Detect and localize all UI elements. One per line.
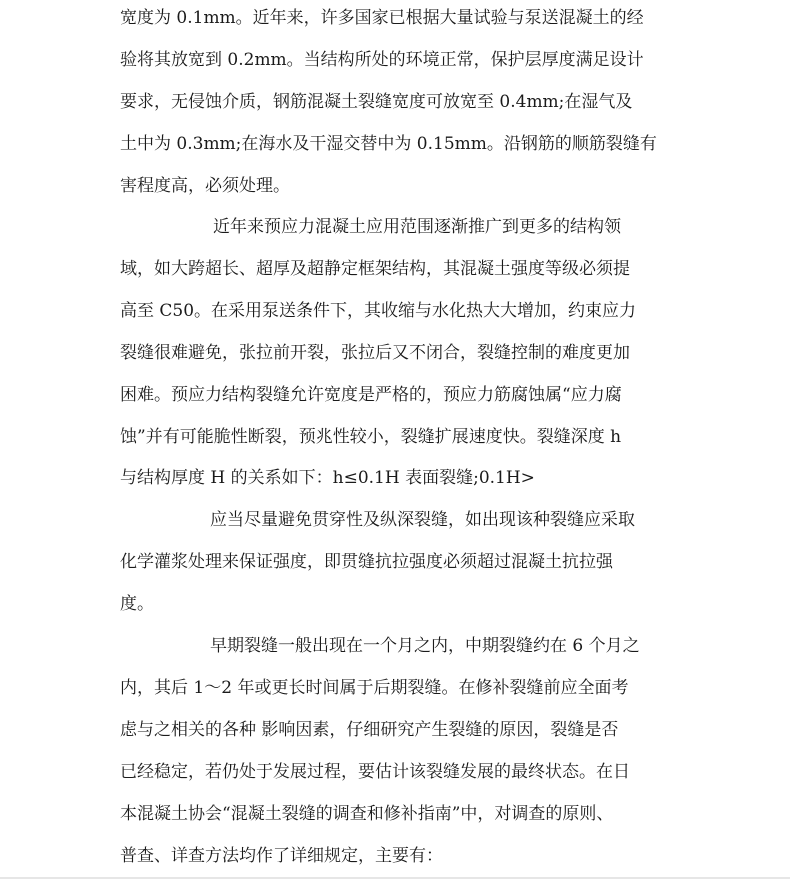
paragraph-3-line-1: 应当尽量避免贯穿性及纵深裂缝，如出现该种裂缝应采取 — [210, 510, 635, 530]
paragraph-4-line-6: 普查、详查方法均作了详细规定，主要有： — [120, 846, 443, 866]
paragraph-2-line-2: 域，如大跨超长、超厚及超静定框架结构，其混凝土强度等级必须提 — [120, 259, 630, 279]
paragraph-2-line-3: 高至 C50。在采用泵送条件下，其收缩与水化热大大增加，约束应力 — [120, 301, 637, 321]
paragraph-1-line-4: 土中为 0.3mm;在海水及干湿交替中为 0.15mm。沿钢筋的顺筋裂缝有 — [120, 134, 657, 154]
paragraph-3-line-2: 化学灌浆处理来保证强度，即贯缝抗拉强度必须超过混凝土抗拉强 — [120, 552, 613, 572]
paragraph-4-line-3: 虑与之相关的各种 影响因素，仔细研究产生裂缝的原因，裂缝是否 — [120, 720, 619, 740]
paragraph-4-line-5: 本混凝土协会“混凝土裂缝的调查和修补指南”中，对调查的原则、 — [120, 804, 614, 824]
paragraph-4-line-1: 早期裂缝一般出现在一个月之内，中期裂缝约在 6 个月之 — [210, 636, 640, 656]
paragraph-1-line-3: 要求，无侵蚀介质，钢筋混凝土裂缝宽度可放宽至 0.4mm;在湿气及 — [120, 92, 633, 112]
paragraph-3-line-3: 度。 — [120, 594, 154, 614]
paragraph-2-line-1: 近年来预应力混凝土应用范围逐渐推广到更多的结构领 — [213, 217, 621, 237]
paragraph-1-line-1: 宽度为 0.1mm。近年来，许多国家已根据大量试验与泵送混凝土的经 — [120, 8, 644, 28]
paragraph-4-line-2: 内，其后 1～2 年或更长时间属于后期裂缝。在修补裂缝前应全面考 — [120, 678, 629, 698]
paragraph-2-line-6: 蚀”并有可能脆性断裂，预兆性较小，裂缝扩展速度快。裂缝深度 h — [120, 427, 622, 447]
paragraph-1-line-2: 验将其放宽到 0.2mm。当结构所处的环境正常，保护层厚度满足设计 — [120, 50, 644, 70]
paragraph-2-line-5: 困难。预应力结构裂缝允许宽度是严格的，预应力筋腐蚀属“应力腐 — [120, 385, 622, 405]
paragraph-2-line-7: 与结构厚度 H 的关系如下：h≤0.1H 表面裂缝;0.1H> — [120, 468, 535, 488]
paragraph-1-line-5: 害程度高，必须处理。 — [120, 176, 290, 196]
paragraph-4-line-4: 已经稳定，若仍处于发展过程，要估计该裂缝发展的最终状态。在日 — [120, 762, 630, 782]
paragraph-2-line-4: 裂缝很难避免，张拉前开裂，张拉后又不闭合，裂缝控制的难度更加 — [120, 343, 630, 363]
